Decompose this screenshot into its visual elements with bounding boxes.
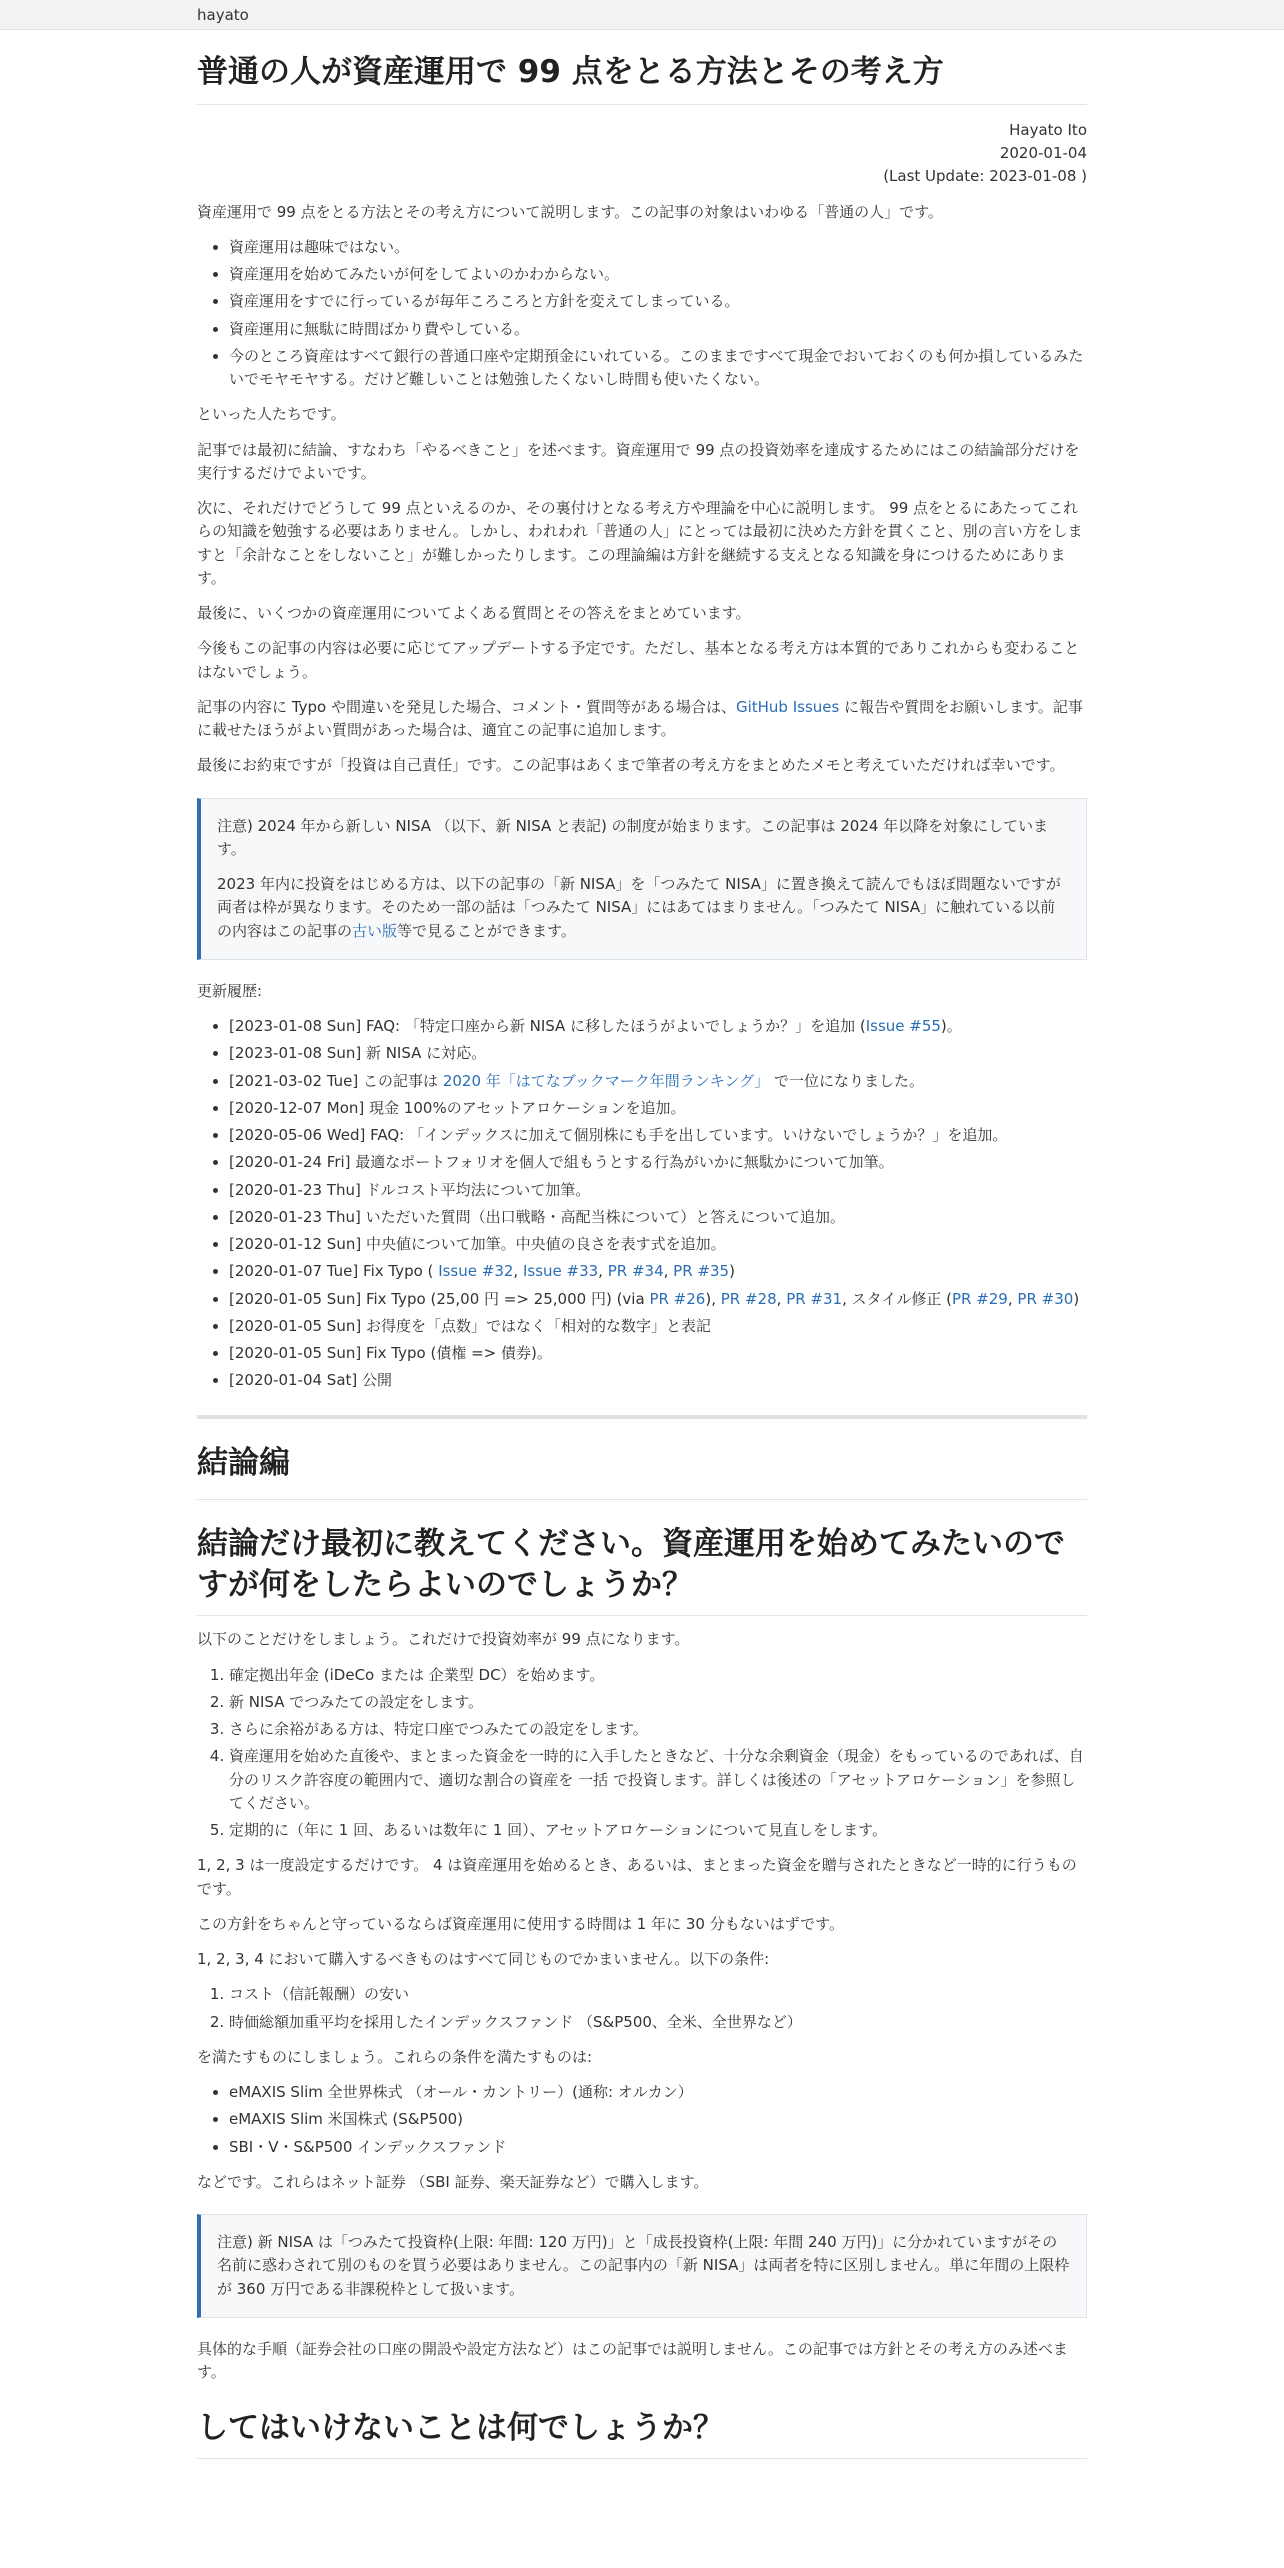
question-heading: してはいけないことは何でしょうか？ xyxy=(197,2408,1087,2459)
intro-paragraph: 資産運用で 99 点をとる方法とその考え方について説明します。この記事の対象はいわゆる「普通の人」です。 xyxy=(197,202,943,221)
nisa-frame-notice xyxy=(197,2214,1087,2318)
fund-item: • eMAXIS Slim 米国株式 (S&P500) xyxy=(229,2108,1087,2131)
history-item: • [2020-12-07 Mon] 現金 100%のアセットアロケーションを追加。 xyxy=(229,1097,1087,1120)
pr-link[interactable]: PR #26 xyxy=(649,1289,706,1308)
notice-text: 注意) 2024 年から新しい NISA （以下、新 NISA と表記) の制度が始まります。この記事は 2024 年以降を対象にしています。 xyxy=(217,816,1049,858)
text: で一位になりました。 xyxy=(769,1071,925,1090)
text: [2020-01-07 Tue] Fix Typo ( xyxy=(229,1262,439,1281)
paragraph: 1, 2, 3 は一度設定するだけです。 4 は資産運用を始めるとき、あるいは、まとまった資金を贈与されたときなど一時的に行うものです。 xyxy=(197,1856,1077,1898)
step-item: 5. 定期的に（年に 1 回、あるいは数年に 1 回）、アセットアロケーションについて見直しをします。 xyxy=(229,1819,1087,1842)
pr-link[interactable]: PR #35 xyxy=(673,1262,730,1281)
history-item: • [2023-01-08 Sun] 新 NISA に対応。 xyxy=(229,1042,1087,1065)
paragraph: この方針をちゃんと守っているならば資産運用に使用する時間は 1 年に 30 分もないはずです。 xyxy=(197,1914,844,1933)
paragraph: 1, 2, 3, 4 において購入するべきものはすべて同じものでかまいません。以下の条件: xyxy=(197,1950,770,1969)
publish-date: 2020-01-04 xyxy=(999,144,1087,163)
history-item: • [2020-01-12 Sun] 中央値について加筆。中央値の良さを表す式を追加。 xyxy=(229,1233,1087,1256)
list-item: • 資産運用をすでに行っているが毎年ころころと方針を変えてしまっている。 xyxy=(229,290,1087,313)
issue-link[interactable]: Issue #32 xyxy=(438,1262,514,1281)
text: ) xyxy=(1073,1289,1080,1308)
step-item: 2. 新 NISA でつみたての設定をします。 xyxy=(229,1691,1087,1714)
step-item: 4. 資産運用を始めた直後や、まとまった資金を一時的に入手したときなど、十分な余剰資金（現金）をもっているのであれば、自分のリスク許容度の範囲内で、適切な割合の資産を 一括 で投資します。詳しくは後述の「アセットアロケーション」を参照してください。 xyxy=(229,1745,1087,1815)
text: 等で見ることができます。 xyxy=(397,921,576,940)
fund-item: • SBI・V・S&P500 インデックスファンド xyxy=(229,2136,1087,2159)
paragraph: といった人たちです。 xyxy=(197,405,346,424)
pr-link[interactable]: PR #34 xyxy=(607,1262,664,1281)
list-item: • 今のところ資産はすべて銀行の普通口座や定期預金にいれている。このままですべて現金でおいておくのも何か損しているみたいでモヤモヤする。だけど難しいことは勉強したくないし時間も使いたくない。 xyxy=(229,345,1087,392)
history-item: • [2020-01-05 Sun] お得度を「点数」ではなく「相対的な数字」と表記 xyxy=(229,1315,1087,1338)
paragraph: 記事では最初に結論、すなわち「やるべきこと」を述べます。資産運用で 99 点の投資効率を達成するためにはこの結論部分だけを実行するだけでよいです。 xyxy=(197,440,1080,482)
pr-link[interactable]: PR #30 xyxy=(1017,1289,1074,1308)
text: 2023 年内に投資をはじめる方は、以下の記事の「新 NISA」を「つみたて NISA」に置き換えて読んでもほぼ問題ないですが両者は枠が異なります。そのため一部の話は「つみたて NISA」にはあてはまりません。「つみたて NISA」に触れている以前の内容はこの記事の xyxy=(217,875,1061,940)
history-item: • [2020-01-05 Sun] Fix Typo (債権 => 債券)。 xyxy=(229,1342,1087,1365)
paragraph: 次に、それだけでどうして 99 点といえるのか、その裏付けとなる考え方や理論を中心に説明します。 99 点をとるにあたってこれらの知識を勉強する必要はありません。しかし、われわれ「普通の人」にとっては最初に決めた方針を貫くこと、別の言い方をしますと「余計なことをしないこと」が難しかったりします。この理論編は方針を継続する支えとなる知識を身につけるためにあります。 xyxy=(197,499,1083,587)
fund-item: • eMAXIS Slim 全世界株式 （オール・カントリー）(通称: オルカン） xyxy=(229,2081,1087,2104)
article-meta xyxy=(197,119,1087,189)
history-item xyxy=(229,1070,1087,1093)
step-item: 1. 確定拠出年金 (iDeCo または 企業型 DC）を始めます。 xyxy=(229,1664,1087,1687)
issue-link[interactable]: Issue #55 xyxy=(865,1017,941,1036)
notice-text: 注意) 新 NISA は「つみたて投資枠(上限: 年間: 120 万円)」と「成長投資枠(上限: 年間 240 万円)」に分かれていますがその名前に惑わされて別のものを買う必要はありません。この記事内の「新 NISA」は両者を特に区別しません。単に年間の上限枠が 360 万円である非課税枠として扱います。 xyxy=(217,2233,1070,2298)
pr-link[interactable]: PR #29 xyxy=(951,1289,1008,1308)
list-item: • 資産運用は趣味ではない。 xyxy=(229,236,1087,259)
step-item: 3. さらに余裕がある方は、特定口座でつみたての設定をします。 xyxy=(229,1718,1087,1741)
history-item: • [2020-01-23 Thu] ドルコスト平均法について加筆。 xyxy=(229,1179,1087,1202)
history-item xyxy=(229,1015,1087,1038)
section-heading-conclusion: 結論編 xyxy=(197,1439,1087,1500)
paragraph: 以下のことだけをしましょう。これだけで投資効率が 99 点になります。 xyxy=(197,1630,690,1649)
fund-list xyxy=(197,2081,1087,2159)
text: )。 xyxy=(940,1017,962,1036)
steps-list xyxy=(197,1664,1087,1843)
text: ), xyxy=(705,1289,721,1308)
nisa-notice xyxy=(197,798,1087,960)
github-issues-link[interactable]: GitHub Issues xyxy=(735,697,840,716)
old-version-link[interactable]: 古い版 xyxy=(352,921,398,940)
history-item: • [2020-01-24 Fri] 最適なポートフォリオを個人で組もうとする行為がいかに無駄かについて加筆。 xyxy=(229,1151,1087,1174)
top-bar xyxy=(0,0,1284,30)
history-item: • [2020-05-06 Wed] FAQ: 「インデックスに加えて個別株にも手を出しています。いけないでしょうか？」を追加。 xyxy=(229,1124,1087,1147)
list-item: • 資産運用に無駄に時間ばかり費やしている。 xyxy=(229,318,1087,341)
paragraph: を満たすものにしましょう。これらの条件を満たすものは: xyxy=(197,2047,593,2066)
condition-item: 2. 時価総額加重平均を採用したインデックスファンド （S&P500、全米、全世界など） xyxy=(229,2011,1087,2034)
paragraph: 今後もこの記事の内容は必要に応じてアップデートする予定です。ただし、基本となる考え方は本質的でありこれからも変わることはないでしょう。 xyxy=(197,639,1080,681)
condition-item: 1. コスト（信託報酬）の安い xyxy=(229,1983,1087,2006)
update-history-list xyxy=(197,1015,1087,1393)
target-audience-list xyxy=(197,236,1087,392)
history-item: • [2020-01-04 Sat] 公開 xyxy=(229,1369,1087,1392)
paragraph: などです。これらはネット証券 （SBI 証券、楽天証券など）で購入します。 xyxy=(197,2172,709,2191)
paragraph: 最後に、いくつかの資産運用についてよくある質問とその答えをまとめています。 xyxy=(197,604,751,623)
text: ) xyxy=(729,1262,735,1281)
notice-text xyxy=(217,873,1070,943)
ranking-link[interactable]: 2020 年「はてなブックマーク年間ランキング」 xyxy=(442,1071,770,1090)
history-item: • [2020-01-07 Tue] Fix Typo ( Issue #32, Issue #33, PR #34, PR #35) xyxy=(229,1260,1087,1283)
conditions-list xyxy=(197,1983,1087,2034)
article xyxy=(197,52,1087,2459)
text: 記事の内容に Typo や間違いを発見した場合、コメント・質問等がある場合は、 xyxy=(197,697,736,716)
pr-link[interactable]: PR #28 xyxy=(720,1289,777,1308)
paragraph: 最後にお約束ですが「投資は自己責任」です。この記事はあくまで筆者の考え方をまとめたメモと考えていただければ幸いです。 xyxy=(197,756,1065,775)
list-item: • 資産運用を始めてみたいが何をしてよいのかわからない。 xyxy=(229,263,1087,286)
paragraph: 具体的な手順（証券会社の口座の開設や設定方法など）はこの記事では説明しません。この記事では方針とその考え方のみ述べます。 xyxy=(197,2339,1068,2382)
history-item: • [2020-01-05 Sun] Fix Typo (25,00 円 => 25,000 円) (via PR #26), PR #28, PR #31, スタイル修正 (PR #29, PR #30) xyxy=(229,1288,1087,1311)
text: に報告や質問をお願いします。記事に載せたほうがよい質問があった場合は、適宜この記事に追加します。 xyxy=(197,697,1083,740)
text: [2021-03-02 Tue] この記事は xyxy=(229,1071,443,1090)
text: , スタイル修正 ( xyxy=(842,1289,952,1308)
pr-link[interactable]: PR #31 xyxy=(786,1289,843,1308)
last-update: (Last Update: 2023-01-08 ) xyxy=(883,167,1087,186)
author: Hayato Ito xyxy=(1009,120,1087,139)
paragraph xyxy=(197,696,1087,743)
history-label: 更新履歴: xyxy=(197,981,263,1000)
text: [2020-01-05 Sun] Fix Typo (25,00 円 => 25,000 円) (via xyxy=(229,1289,650,1308)
question-heading: 結論だけ最初に教えてください。資産運用を始めてみたいのですが何をしたらよいのでしょうか？ xyxy=(197,1524,1087,1617)
site-name-link[interactable]: hayato xyxy=(197,6,249,24)
issue-link[interactable]: Issue #33 xyxy=(522,1262,599,1281)
section-divider xyxy=(197,1415,1087,1419)
page-title: 普通の人が資産運用で 99 点をとる方法とその考え方 xyxy=(197,52,1087,105)
text: [2023-01-08 Sun] FAQ: 「特定口座から新 NISA に移したほうがよいでしょうか？」を追加 ( xyxy=(229,1017,866,1036)
history-item: • [2020-01-23 Thu] いただいた質問（出口戦略・高配当株について）と答えについて追加。 xyxy=(229,1206,1087,1229)
